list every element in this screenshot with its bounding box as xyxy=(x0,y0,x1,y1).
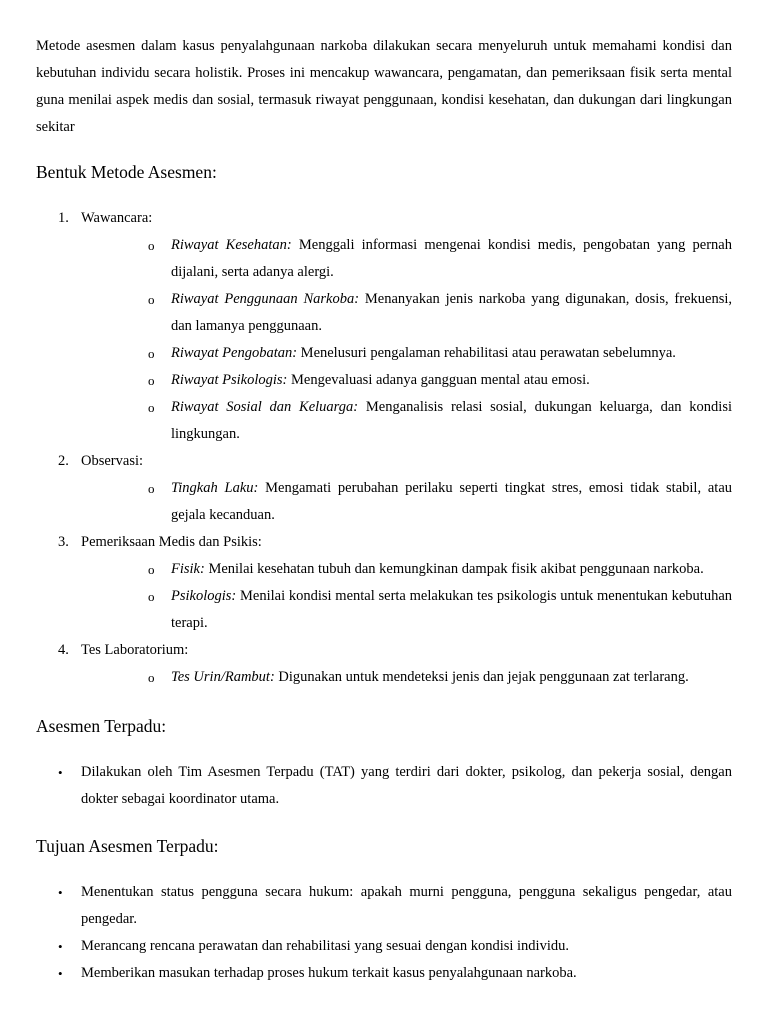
sub-text: Mengamati perubahan perilaku seperti tingkat stres, emosi tidak stabil, atau gejala kecanduan. xyxy=(171,480,733,523)
list-item-text: Merancang rencana perawatan dan rehabilitasi yang sesuai dengan kondisi individu. xyxy=(81,938,569,954)
sub-term: Psikologis: xyxy=(171,588,237,604)
bullet-icon: • xyxy=(58,885,63,900)
sublist-item xyxy=(81,583,732,637)
circle-bullet-icon: o xyxy=(148,373,155,388)
sublist-item xyxy=(81,232,732,286)
list-item xyxy=(36,759,732,813)
circle-bullet-icon: o xyxy=(148,292,155,307)
section-heading-asesmen-terpadu: Asesmen Terpadu: xyxy=(36,716,167,736)
list-item-text: Menentukan status pengguna secara hukum: apakah murni pengguna, pengguna sekaligus pengedar, atau pengedar. xyxy=(81,884,732,927)
sub-text: Menganalisis relasi sosial, dukungan keluarga, dan kondisi lingkungan. xyxy=(171,399,732,442)
circle-bullet-icon: o xyxy=(148,346,155,361)
sub-term: Riwayat Psikologis: xyxy=(171,372,288,388)
list-number: 2. xyxy=(58,453,69,469)
list-number: 3. xyxy=(58,534,69,550)
circle-bullet-icon: o xyxy=(148,238,155,253)
sub-text: Digunakan untuk mendeteksi jenis dan jejak penggunaan zat terlarang. xyxy=(274,669,689,685)
sub-term: Riwayat Sosial dan Keluarga: xyxy=(171,399,359,415)
sub-text: Menilai kondisi mental serta melakukan tes psikologis untuk menentukan kebutuhan terapi. xyxy=(171,588,732,631)
sublist-item xyxy=(81,286,732,340)
list-item-title: Wawancara: xyxy=(81,210,153,226)
list-item-tes-lab xyxy=(36,637,732,691)
list-item xyxy=(36,933,732,960)
circle-bullet-icon: o xyxy=(148,481,155,496)
bullet-icon: • xyxy=(58,939,63,954)
sub-term: Riwayat Penggunaan Narkoba: xyxy=(171,291,360,307)
circle-bullet-icon: o xyxy=(148,589,155,604)
list-number: 1. xyxy=(58,210,69,226)
sub-term: Fisik: xyxy=(171,561,205,577)
list-item-observasi xyxy=(36,448,732,529)
list-item-pemeriksaan xyxy=(36,529,732,637)
section-heading-bentuk: Bentuk Metode Asesmen: xyxy=(36,162,217,182)
sublist xyxy=(81,556,732,637)
sublist xyxy=(81,664,732,691)
list-item-title: Tes Laboratorium: xyxy=(81,642,189,658)
sub-term: Tes Urin/Rambut: xyxy=(171,669,275,685)
assessment-methods-list xyxy=(36,205,732,691)
sub-term: Tingkah Laku: xyxy=(171,480,259,496)
sub-text: Menelusuri pengalaman rehabilitasi atau perawatan sebelumnya. xyxy=(297,345,676,361)
asesmen-terpadu-list xyxy=(36,759,732,813)
circle-bullet-icon: o xyxy=(148,400,155,415)
tujuan-list xyxy=(36,879,732,987)
bullet-icon: • xyxy=(58,966,63,981)
list-item-text: Memberikan masukan terhadap proses hukum terkait kasus penyalahgunaan narkoba. xyxy=(81,965,577,981)
list-item xyxy=(36,879,732,933)
sublist xyxy=(81,232,732,448)
sublist-item xyxy=(81,664,732,691)
list-item-text: Dilakukan oleh Tim Asesmen Terpadu (TAT) yang terdiri dari dokter, psikolog, dan pekerja sosial, dengan dokter sebagai koordinator utama. xyxy=(81,764,732,807)
bullet-icon: • xyxy=(58,765,63,780)
sublist xyxy=(81,475,732,529)
sub-text: Menilai kesehatan tubuh dan kemungkinan dampak fisik akibat penggunaan narkoba. xyxy=(204,561,704,577)
sublist-item xyxy=(81,367,732,394)
list-item-title: Observasi: xyxy=(81,453,144,469)
sub-text: Mengevaluasi adanya gangguan mental atau emosi. xyxy=(287,372,590,388)
list-item xyxy=(36,960,732,987)
circle-bullet-icon: o xyxy=(148,670,155,685)
sublist-item xyxy=(81,556,732,583)
sub-text: Menanyakan jenis narkoba yang digunakan, dosis, frekuensi, dan lamanya penggunaan. xyxy=(171,291,732,334)
sub-text: Menggali informasi mengenai kondisi medis, pengobatan yang pernah dijalani, serta adanya alergi. xyxy=(171,237,732,280)
intro-paragraph: Metode asesmen dalam kasus penyalahgunaan narkoba dilakukan secara menyeluruh untuk memahami kondisi dan kebutuhan individu secara holistik. Proses ini mencakup wawancara, pengamatan, dan pemeriksaan fisik serta mental guna menilai aspek medis dan sosial, termasuk riwayat penggunaan, kondisi kesehatan, dan dukungan dari lingkungan sekitar xyxy=(36,38,732,135)
circle-bullet-icon: o xyxy=(148,562,155,577)
sub-term: Riwayat Pengobatan: xyxy=(171,345,298,361)
sublist-item xyxy=(81,475,732,529)
sublist-item xyxy=(81,394,732,448)
list-item-title: Pemeriksaan Medis dan Psikis: xyxy=(81,534,262,550)
list-item-wawancara xyxy=(36,205,732,448)
sub-term: Riwayat Kesehatan: xyxy=(171,237,292,253)
section-heading-tujuan: Tujuan Asesmen Terpadu: xyxy=(36,836,219,856)
sublist-item xyxy=(81,340,732,367)
list-number: 4. xyxy=(58,642,69,658)
